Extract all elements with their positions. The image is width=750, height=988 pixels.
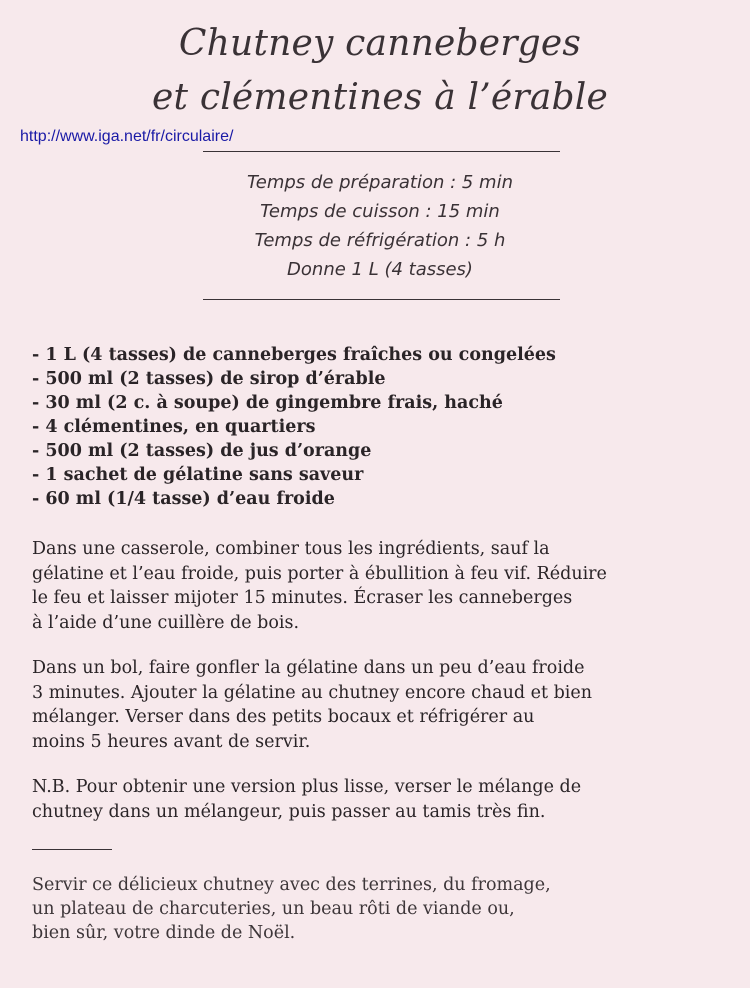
ingredient-item: - 4 clémentines, en quartiers <box>32 417 316 437</box>
note-paragraph <box>32 775 581 824</box>
step-line: gélatine et l’eau froide, puis porter à ébullition à feu vif. Réduire <box>32 563 607 584</box>
step-line: Dans un bol, faire gonfler la gélatine dans un peu d’eau froide <box>32 658 585 678</box>
step-line: le feu et laisser mijoter 15 minutes. Écraser les canneberges <box>32 588 573 608</box>
note-line: chutney dans un mélangeur, puis passer au tamis très fin. <box>32 801 546 822</box>
prep-time: Temps de préparation : 5 min <box>246 172 514 193</box>
serving-suggestion <box>32 873 551 945</box>
ingredient-item: - 500 ml (2 tasses) de sirop d’érable <box>32 369 386 389</box>
step-line: mélanger. Verser dans des petits bocaux et réfrigérer au <box>32 707 535 727</box>
step-line: moins 5 heures avant de servir. <box>32 731 311 752</box>
note-line: N.B. Pour obtenir une version plus lisse, verser le mélange de <box>32 777 582 797</box>
step-2-paragraph <box>32 656 592 754</box>
divider-top <box>203 151 560 152</box>
serving-line: Servir ce délicieux chutney avec des terrines, du fromage, <box>32 875 551 895</box>
divider-bottom <box>203 299 560 300</box>
chill-time: Temps de réfrigération : 5 h <box>254 230 506 251</box>
source-url-link[interactable]: http://www.iga.net/fr/circulaire/ <box>20 128 234 145</box>
step-line: à l’aide d’une cuillère de bois. <box>32 612 300 633</box>
step-line: Dans une casserole, combiner tous les ingrédients, sauf la <box>32 539 550 559</box>
yield: Donne 1 L (4 tasses) <box>287 259 473 280</box>
serving-line: bien sûr, votre dinde de Noël. <box>32 923 296 943</box>
divider-short <box>32 849 112 850</box>
ingredient-item: - 1 sachet de gélatine sans saveur <box>32 465 364 485</box>
step-1-paragraph <box>32 537 607 635</box>
recipe-title-line-2: et clémentines à l’érable <box>152 77 608 118</box>
ingredient-item: - 1 L (4 tasses) de canneberges fraîches ou congelées <box>32 345 556 365</box>
ingredient-item: - 30 ml (2 c. à soupe) de gingembre frais, haché <box>32 393 503 413</box>
recipe-title-line-1: Chutney canneberges <box>178 23 582 64</box>
step-line: 3 minutes. Ajouter la gélatine au chutney encore chaud et bien <box>32 682 592 703</box>
ingredient-item: - 500 ml (2 tasses) de jus d’orange <box>32 441 372 461</box>
ingredient-list <box>32 343 556 511</box>
ingredient-item: - 60 ml (1/4 tasse) d’eau froide <box>32 489 335 509</box>
cook-time: Temps de cuisson : 15 min <box>260 201 500 222</box>
serving-line: un plateau de charcuteries, un beau rôti de viande ou, <box>32 899 515 919</box>
